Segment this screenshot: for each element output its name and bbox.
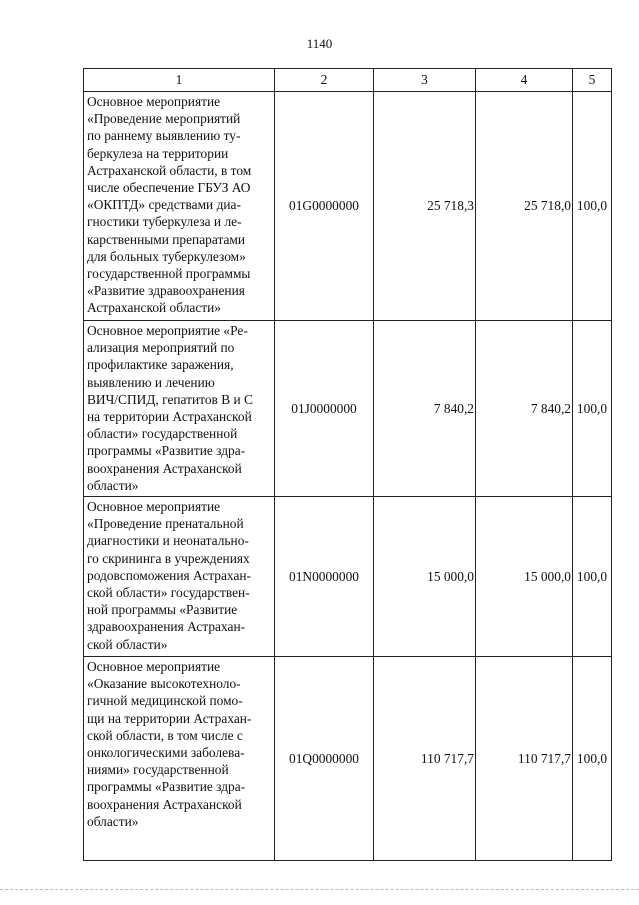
row-amount-4: 110 717,7 bbox=[476, 657, 573, 861]
description-line: программы «Развитие здра- bbox=[87, 779, 246, 795]
description-line: воохранения Астраханской bbox=[87, 796, 242, 812]
description-line: Основное мероприятие bbox=[87, 94, 221, 109]
description-line: ной программы «Развитие bbox=[87, 602, 238, 618]
row-code: 01N0000000 bbox=[275, 497, 374, 657]
description-line: карственными препаратами bbox=[87, 231, 246, 247]
row-description bbox=[84, 321, 275, 497]
description-line: «Проведение пренатальной bbox=[87, 516, 244, 532]
description-line: на территории Астраханской bbox=[87, 409, 252, 425]
column-header: 3 bbox=[374, 69, 476, 92]
description-line: выявлению и лечению bbox=[87, 374, 215, 390]
description-line: щи на территории Астрахан- bbox=[87, 710, 252, 726]
description-line: Основное мероприятие «Ре- bbox=[87, 323, 248, 338]
row-percent: 100,0 bbox=[573, 321, 612, 497]
description-line: Астраханской области, в том bbox=[87, 162, 252, 178]
description-line: гичной медицинской помо- bbox=[87, 693, 243, 709]
budget-table bbox=[83, 68, 612, 861]
description-line: ской области, в том числе с bbox=[87, 727, 243, 743]
description-line: ниями» государственной bbox=[87, 762, 229, 778]
description-line: воохранения Астраханской bbox=[87, 460, 242, 476]
column-header: 1 bbox=[84, 69, 275, 92]
description-line: области» государственной bbox=[87, 426, 238, 442]
description-line: «Проведение мероприятий bbox=[87, 111, 241, 127]
description-line: программы «Развитие здра- bbox=[87, 443, 246, 459]
row-amount-3: 110 717,7 bbox=[374, 657, 476, 861]
row-code: 01G0000000 bbox=[275, 92, 374, 321]
description-line: области» bbox=[87, 477, 139, 493]
row-amount-3: 25 718,3 bbox=[374, 92, 476, 321]
description-line: для больных туберкулезом» bbox=[87, 248, 246, 264]
description-line: ВИЧ/СПИД, гепатитов В и С bbox=[87, 391, 253, 407]
page-number: 1140 bbox=[306, 36, 333, 51]
row-percent: 100,0 bbox=[573, 657, 612, 861]
column-header: 2 bbox=[275, 69, 374, 92]
description-line: Основное мероприятие bbox=[87, 659, 221, 675]
description-line: области» bbox=[87, 813, 139, 829]
row-amount-4: 15 000,0 bbox=[476, 497, 573, 657]
description-line: онкологическими заболева- bbox=[87, 745, 245, 761]
description-line: государственной программы bbox=[87, 266, 251, 282]
description-line: гностики туберкулеза и ле- bbox=[87, 214, 242, 230]
description-line: диагностики и неонатально- bbox=[87, 533, 249, 549]
description-line: родовспоможения Астрахан- bbox=[87, 567, 252, 583]
row-percent: 100,0 bbox=[573, 92, 612, 321]
description-line: «Оказание высокотехноло- bbox=[87, 676, 241, 692]
row-amount-3: 7 840,2 bbox=[374, 321, 476, 497]
table-row bbox=[84, 321, 612, 497]
description-line: ской области» bbox=[87, 636, 168, 652]
row-description bbox=[84, 657, 275, 861]
column-header: 4 bbox=[476, 69, 573, 92]
description-line: беркулеза на территории bbox=[87, 145, 229, 161]
description-line: здравоохранения Астрахан- bbox=[87, 619, 246, 635]
description-line: Астраханской области» bbox=[87, 300, 221, 316]
column-header: 5 bbox=[573, 69, 612, 92]
description-line: по раннему выявлению ту- bbox=[87, 128, 241, 144]
row-amount-3: 15 000,0 bbox=[374, 497, 476, 657]
description-line: «ОКПТД» средствами диа- bbox=[87, 197, 241, 213]
scan-edge-line bbox=[0, 889, 639, 890]
description-line: числе обеспечение ГБУЗ АО bbox=[87, 180, 251, 196]
row-code: 01Q0000000 bbox=[275, 657, 374, 861]
description-line: ской области» государствен- bbox=[87, 585, 250, 601]
description-line: Основное мероприятие bbox=[87, 499, 221, 515]
description-line: ализация мероприятий по bbox=[87, 340, 235, 356]
row-code: 01J0000000 bbox=[275, 321, 374, 497]
row-percent: 100,0 bbox=[573, 497, 612, 657]
table-row bbox=[84, 92, 612, 321]
row-amount-4: 7 840,2 bbox=[476, 321, 573, 497]
description-line: «Развитие здравоохранения bbox=[87, 283, 245, 299]
description-line: профилактике заражения, bbox=[87, 357, 234, 373]
row-description bbox=[84, 92, 275, 321]
description-line: го скрининга в учреждениях bbox=[87, 550, 250, 566]
row-amount-4: 25 718,0 bbox=[476, 92, 573, 321]
table-row bbox=[84, 657, 612, 861]
row-description bbox=[84, 497, 275, 657]
table-row bbox=[84, 497, 612, 657]
table-header-row bbox=[84, 69, 612, 92]
